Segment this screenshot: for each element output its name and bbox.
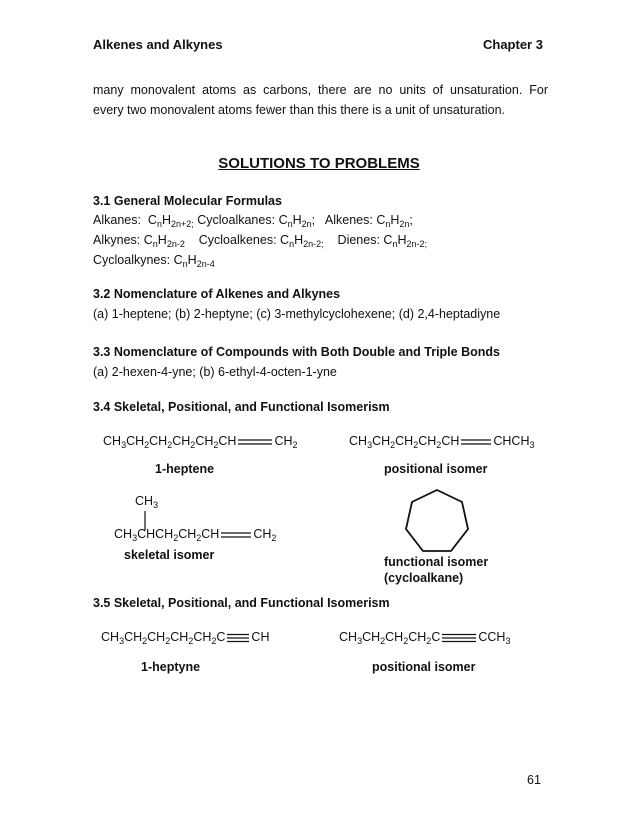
double-bond-icon [461, 438, 491, 446]
heading-3-2: 3.2 Nomenclature of Alkenes and Alkynes [93, 287, 341, 301]
heading-3-1: 3.1 General Molecular Formulas [93, 194, 282, 208]
label-positional-isomer-alkyne: positional isomer [372, 660, 476, 674]
running-header-chapter: Chapter 3 [483, 37, 543, 52]
page-number: 61 [527, 773, 541, 787]
triple-bond-icon [442, 633, 476, 643]
heading-3-5: 3.5 Skeletal, Positional, and Functional Isomerism [93, 596, 390, 610]
structure-1-heptyne: $CH_3CH_2CH_2CH_2CH_2C$ CH [101, 630, 270, 646]
formula-line-3: Cycloalkynes: $C_nH_{2n-4}$ [93, 253, 215, 269]
formula-line-2: Alkynes: $C_nH_{2n-2}$ Cycloalkenes: $C_nH_{2n-2;}$ Dienes: $C_nH_{2n-2;}$ [93, 233, 428, 249]
structure-2-heptyne: $CH_3CH_2CH_2CH_2C$ $CCH_3$ [339, 630, 511, 646]
methyl-branch: $CH_3$ [135, 494, 159, 510]
label-positional-isomer-alkene: positional isomer [384, 462, 488, 476]
label-functional-isomer: functional isomer [384, 555, 489, 569]
intro-paragraph [93, 80, 548, 120]
answers-3-2: (a) 1-heptene; (b) 2-heptyne; (c) 3-methylcyclohexene; (d) 2,4-heptadiyne [93, 307, 501, 321]
double-bond-icon [221, 531, 251, 539]
double-bond-icon [238, 438, 272, 446]
running-header-title: Alkenes and Alkynes [93, 37, 223, 52]
label-1-heptene: 1-heptene [155, 462, 215, 476]
section-title: SOLUTIONS TO PROBLEMS [218, 155, 420, 172]
triple-bond-icon [227, 633, 249, 643]
structure-skeletal-isomer: $CH_3CHCH_2CH_2CH$ $CH_2$ [114, 527, 277, 543]
heading-3-3: 3.3 Nomenclature of Compounds with Both Double and Triple Bonds [93, 345, 500, 359]
label-1-heptyne: 1-heptyne [141, 660, 201, 674]
label-skeletal-isomer: skeletal isomer [124, 548, 215, 562]
answers-3-3: (a) 2-hexen-4-yne; (b) 6-ethyl-4-octen-1-yne [93, 365, 337, 379]
structure-2-heptene: $CH_3CH_2CH_2CH_2CH$ $CHCH_3$ [349, 434, 535, 450]
structure-1-heptene: $CH_3CH_2CH_2CH_2CH_2CH$ $CH_2$ [103, 434, 298, 450]
intro-line-1: many monovalent atoms as carbons, there are no units of unsaturation. For [93, 83, 548, 97]
label-cycloalkane: (cycloalkane) [384, 571, 464, 585]
intro-line-2: every two monovalent atoms fewer than this there is a unit of unsaturation. [93, 103, 506, 117]
cycloheptane-ring-icon [402, 487, 472, 555]
heading-3-4: 3.4 Skeletal, Positional, and Functional Isomerism [93, 400, 390, 414]
formula-line-1: Alkanes: $C_nH_{2n+2;}$ Cycloalkanes: $C_nH_{2n}$; Alkenes: $C_nH_{2n}$; [93, 213, 413, 229]
